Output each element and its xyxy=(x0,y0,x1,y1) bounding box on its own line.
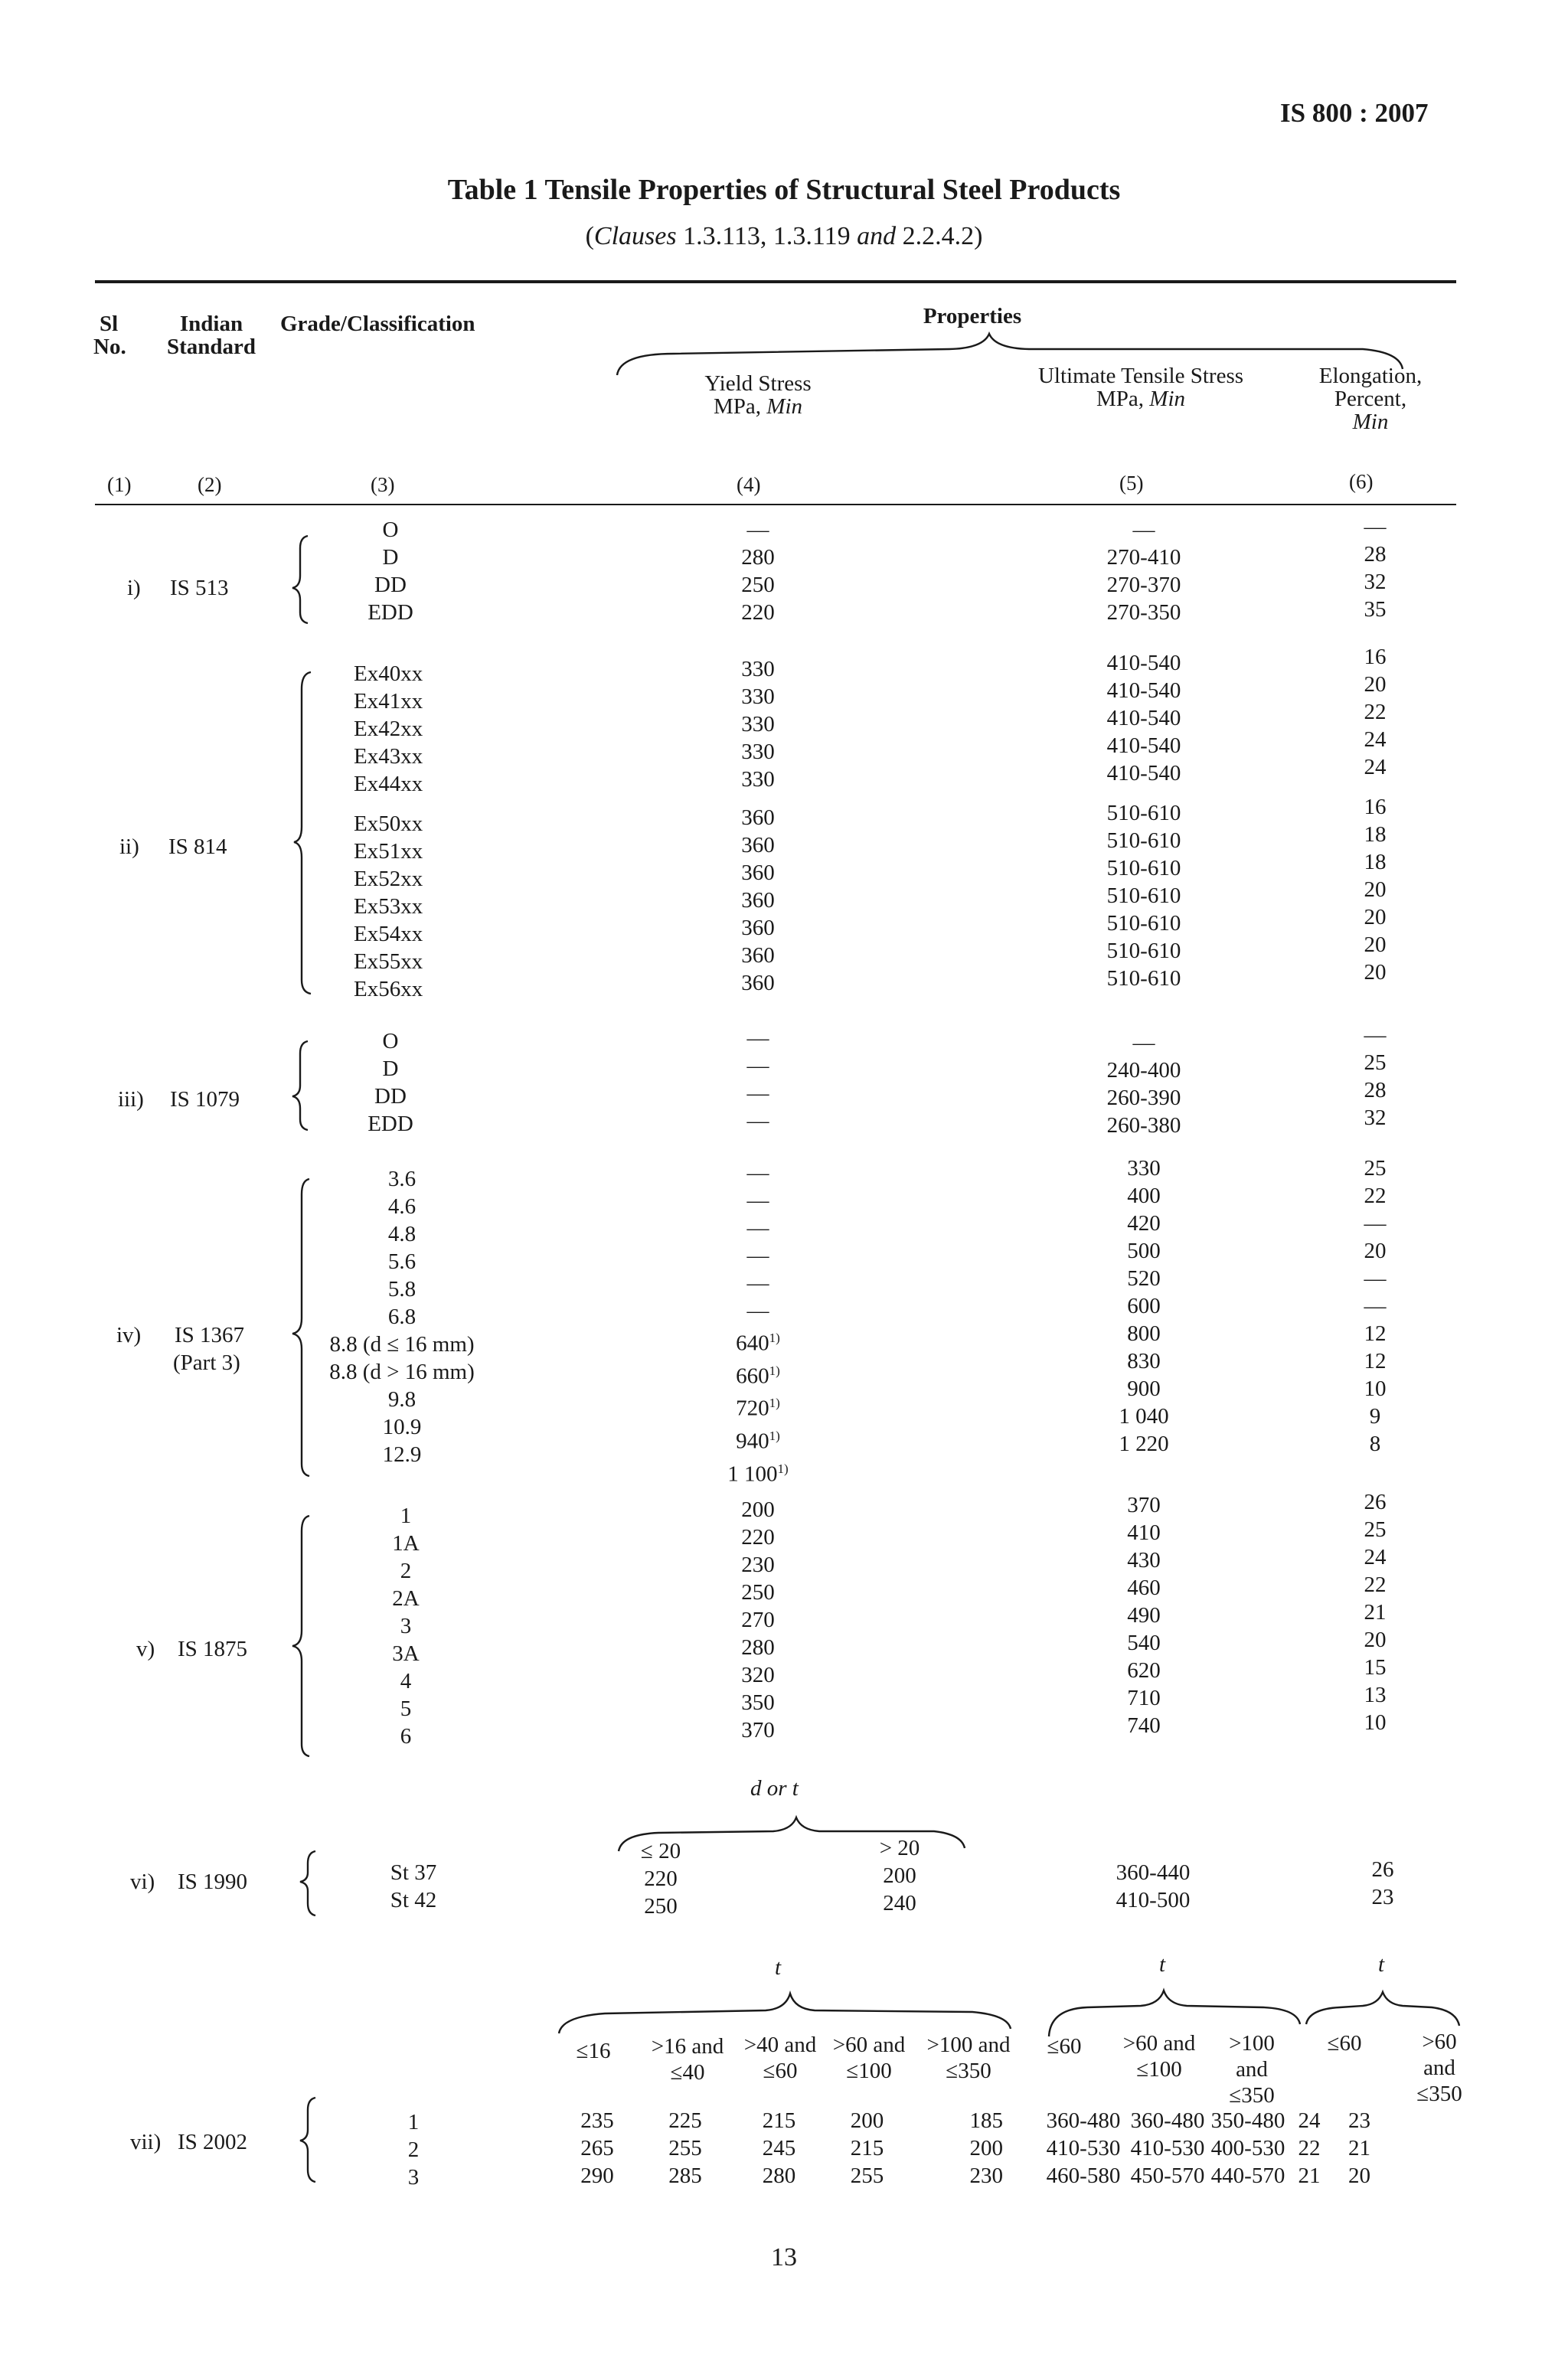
yield-is-1990-gt20: > 20 200 240 xyxy=(879,1836,920,1915)
sub-yield-40-60: >40 and ≤60 xyxy=(743,2033,817,2083)
sub-uts-100-350: >100 and ≤350 xyxy=(1229,2031,1275,2108)
std-is-1875: IS 1875 xyxy=(178,1637,248,1661)
std-is-513: IS 513 xyxy=(170,576,229,600)
sub-uts-60-100: >60 and ≤100 xyxy=(1122,2031,1196,2082)
label-t-uts: t xyxy=(1159,1952,1166,1977)
col-num-3: (3) xyxy=(371,473,395,496)
grades-is-1875: 1 1A 2 2A 3 3A 4 5 6 xyxy=(392,1504,420,1749)
elong-is-814-a: 16 20 22 24 24 xyxy=(1364,645,1387,779)
grades-is-1367: 3.6 4.6 4.8 5.6 5.8 6.8 8.8 (d ≤ 16 mm) 8.8 (d > 16 mm) 9.8 10.9 12.9 xyxy=(329,1167,475,1467)
std-is-1367: IS 1367 xyxy=(175,1323,245,1347)
sub-yield-100-350: >100 and ≤350 xyxy=(926,2033,1011,2083)
uts-is-814-b: 510-610 510-610 510-610 510-610 510-610 510-610 510-610 xyxy=(1106,801,1181,991)
sl-ii: ii) xyxy=(119,834,139,859)
table-clauses: (Clauses 1.3.113, 1.3.119 and 2.2.4.2) xyxy=(585,222,983,250)
uts-is-513: — 270-410 270-370 270-350 xyxy=(1106,518,1181,625)
yield-is-814-b: 360 360 360 360 360 360 360 xyxy=(741,805,775,995)
uts-is-814-a: 410-540 410-540 410-540 410-540 410-540 xyxy=(1106,651,1181,785)
sub-yield-16-40: >16 and ≤40 xyxy=(651,2034,724,2085)
uts-is-1990: 360-440 410-500 xyxy=(1116,1860,1191,1912)
uts-is-1367: 330 400 420 500 520 600 800 830 900 1 040 1 220 xyxy=(1119,1156,1169,1456)
grades-is-814-a: Ex40xx Ex41xx Ex42xx Ex43xx Ex44xx xyxy=(354,661,423,796)
sub-yield-le16: ≤16 xyxy=(576,2039,611,2063)
yield-is-814-a: 330 330 330 330 330 xyxy=(741,657,775,792)
header-indian-standard: Indian Standard xyxy=(166,312,256,359)
grades-is-1079: O D DD EDD xyxy=(368,1029,413,1136)
elong-is-1990: 26 23 xyxy=(1371,1857,1394,1909)
header-properties: Properties xyxy=(923,304,1022,328)
grades-is-814-b: Ex50xx Ex51xx Ex52xx Ex53xx Ex54xx Ex55xx Ex56xx xyxy=(354,812,423,1001)
header-uts: Ultimate Tensile Stress MPa, Min xyxy=(1037,364,1244,411)
col-num-1: (1) xyxy=(107,473,132,496)
sub-elong-60-350: >60 and ≤350 xyxy=(1416,2030,1462,2106)
yield-is-1367: — — — — — — 640$^{1)}$ 660$^{1)}$ 720$^{1)}$ 940$^{1)}$ 1 100$^{1)}$ xyxy=(727,1161,789,1487)
sl-v: v) xyxy=(136,1637,155,1661)
table-title: Table 1 Tensile Properties of Structural Steel Products xyxy=(447,174,1121,206)
label-d-or-t: d or t xyxy=(750,1776,799,1801)
std-is-1990: IS 1990 xyxy=(178,1870,248,1894)
header-grade: Grade/Classification xyxy=(280,312,475,336)
elong-is-1079: — 25 28 32 xyxy=(1364,1023,1387,1130)
col-num-6: (6) xyxy=(1349,470,1374,493)
col-num-2: (2) xyxy=(198,473,222,496)
yield-is-1079: — — — — xyxy=(746,1026,769,1133)
col-num-5: (5) xyxy=(1119,472,1144,495)
label-t-elong: t xyxy=(1378,1952,1385,1977)
values-is-2002: 235 225 215 200 185 360-480 360-480 350-480 24 23 265 255 245 215 200 410-530 410-530 400-530 22 21 290 285 280 255 230 460-580 450-570 440-570 21 20 xyxy=(580,2108,1370,2188)
elong-is-1367: 25 22 — 20 — — 12 12 10 9 8 xyxy=(1364,1156,1387,1456)
header-yield-stress: Yield Stress MPa, Min xyxy=(704,371,812,419)
sl-iv: iv) xyxy=(116,1323,142,1347)
sub-yield-60-100: >60 and ≤100 xyxy=(832,2033,906,2083)
sl-vi: vi) xyxy=(130,1870,155,1894)
header-rule xyxy=(95,504,1456,505)
grades-is-513: O D DD EDD xyxy=(368,518,413,625)
sub-uts-le60: ≤60 xyxy=(1047,2034,1082,2059)
sub-elong-le60: ≤60 xyxy=(1327,2031,1362,2056)
uts-is-1875: 370 410 430 460 490 540 620 710 740 xyxy=(1127,1493,1161,1738)
elong-is-1875: 26 25 24 22 21 20 15 13 10 xyxy=(1364,1490,1387,1735)
yield-is-513: — 280 250 220 xyxy=(741,518,775,625)
std-is-1367-part: (Part 3) xyxy=(173,1350,240,1375)
top-rule xyxy=(95,280,1456,283)
grades-is-2002: 1 2 3 xyxy=(407,2110,420,2190)
col-num-4: (4) xyxy=(737,473,761,496)
std-is-814: IS 814 xyxy=(168,834,227,859)
std-is-1079: IS 1079 xyxy=(170,1087,240,1112)
elong-is-513: — 28 32 35 xyxy=(1364,514,1387,622)
grades-is-1990: St 37 St 42 xyxy=(390,1860,437,1912)
page-number: 13 xyxy=(771,2243,797,2271)
standard-code: IS 800 : 2007 xyxy=(1280,98,1429,128)
std-is-2002: IS 2002 xyxy=(178,2130,248,2154)
header-elongation: Elongation, Percent, Min xyxy=(1318,364,1423,434)
uts-is-1079: — 240-400 260-390 260-380 xyxy=(1106,1030,1181,1138)
header-sl-no: Sl No. xyxy=(93,312,126,359)
sl-iii: iii) xyxy=(118,1087,144,1112)
sl-i: i) xyxy=(127,576,141,600)
yield-is-1875: 200 220 230 250 270 280 320 350 370 xyxy=(741,1497,775,1742)
sl-vii: vii) xyxy=(130,2130,162,2154)
label-t-yield: t xyxy=(775,1955,782,1980)
yield-is-1990-le20: ≤ 20 220 250 xyxy=(640,1839,681,1919)
elong-is-814-b: 16 18 18 20 20 20 20 xyxy=(1364,795,1387,985)
